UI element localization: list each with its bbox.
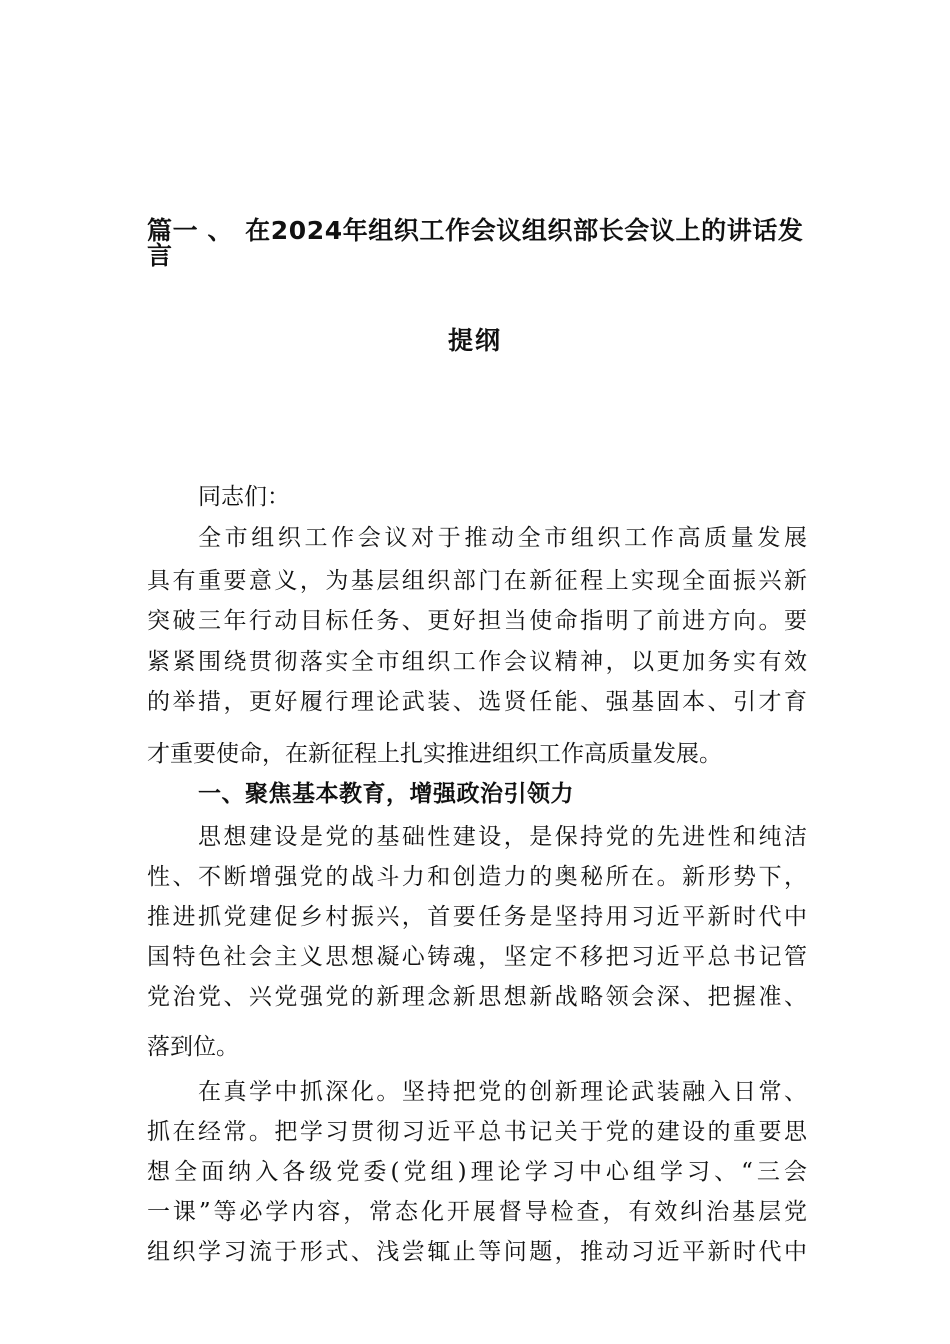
paragraph-line: 一课”等必学内容，常态化开展督导检查，有效纠治基层党 bbox=[147, 1199, 807, 1225]
intro-line: 突破三年行动目标任务、更好担当使命指明了前进方向。要 bbox=[147, 608, 807, 634]
title-prefix: 篇一 、 bbox=[147, 216, 234, 245]
salutation: 同志们： bbox=[198, 484, 290, 510]
intro-line: 的举措，更好履行理论武装、选贤任能、强基固本、引才育 bbox=[147, 689, 807, 715]
paragraph-line: 推进抓党建促乡村振兴，首要任务是坚持用习近平新时代中 bbox=[147, 904, 807, 930]
paragraph-line: 思想建设是党的基础性建设，是保持党的先进性和纯洁 bbox=[198, 824, 807, 850]
intro-line: 才重要使命，在新征程上扎实推进组织工作高质量发展。 bbox=[147, 741, 722, 767]
title-text: 在2024年组织工作会议组织部长会议上的讲话发言 bbox=[147, 216, 804, 270]
paragraph-line: 落到位。 bbox=[147, 1034, 239, 1060]
intro-line: 具有重要意义，为基层组织部门在新征程上实现全面振兴新 bbox=[147, 568, 807, 594]
paragraph-line: 在真学中抓深化。坚持把党的创新理论武装融入日常、 bbox=[198, 1079, 807, 1105]
document-subtitle: 提纲 bbox=[447, 326, 502, 355]
paragraph-line: 抓在经常。把学习贯彻习近平总书记关于党的建设的重要思 bbox=[147, 1119, 807, 1145]
document-title bbox=[147, 218, 807, 268]
paragraph-line: 组织学习流于形式、浅尝辄止等问题，推动习近平新时代中 bbox=[147, 1239, 807, 1265]
paragraph-line: 国特色社会主义思想凝心铸魂，坚定不移把习近平总书记管 bbox=[147, 944, 807, 970]
paragraph-line: 党治党、兴党强党的新理念新思想新战略领会深、把握准、 bbox=[147, 984, 807, 1010]
paragraph-line: 想全面纳入各级党委(党组)理论学习中心组学习、“三会 bbox=[147, 1159, 807, 1185]
intro-line: 全市组织工作会议对于推动全市组织工作高质量发展 bbox=[198, 525, 807, 551]
paragraph-line: 性、不断增强党的战斗力和创造力的奥秘所在。新形势下， bbox=[147, 864, 807, 890]
intro-line: 紧紧围绕贯彻落实全市组织工作会议精神，以更加务实有效 bbox=[147, 649, 807, 675]
section-heading: 一、聚焦基本教育，增强政治引领力 bbox=[198, 781, 574, 807]
